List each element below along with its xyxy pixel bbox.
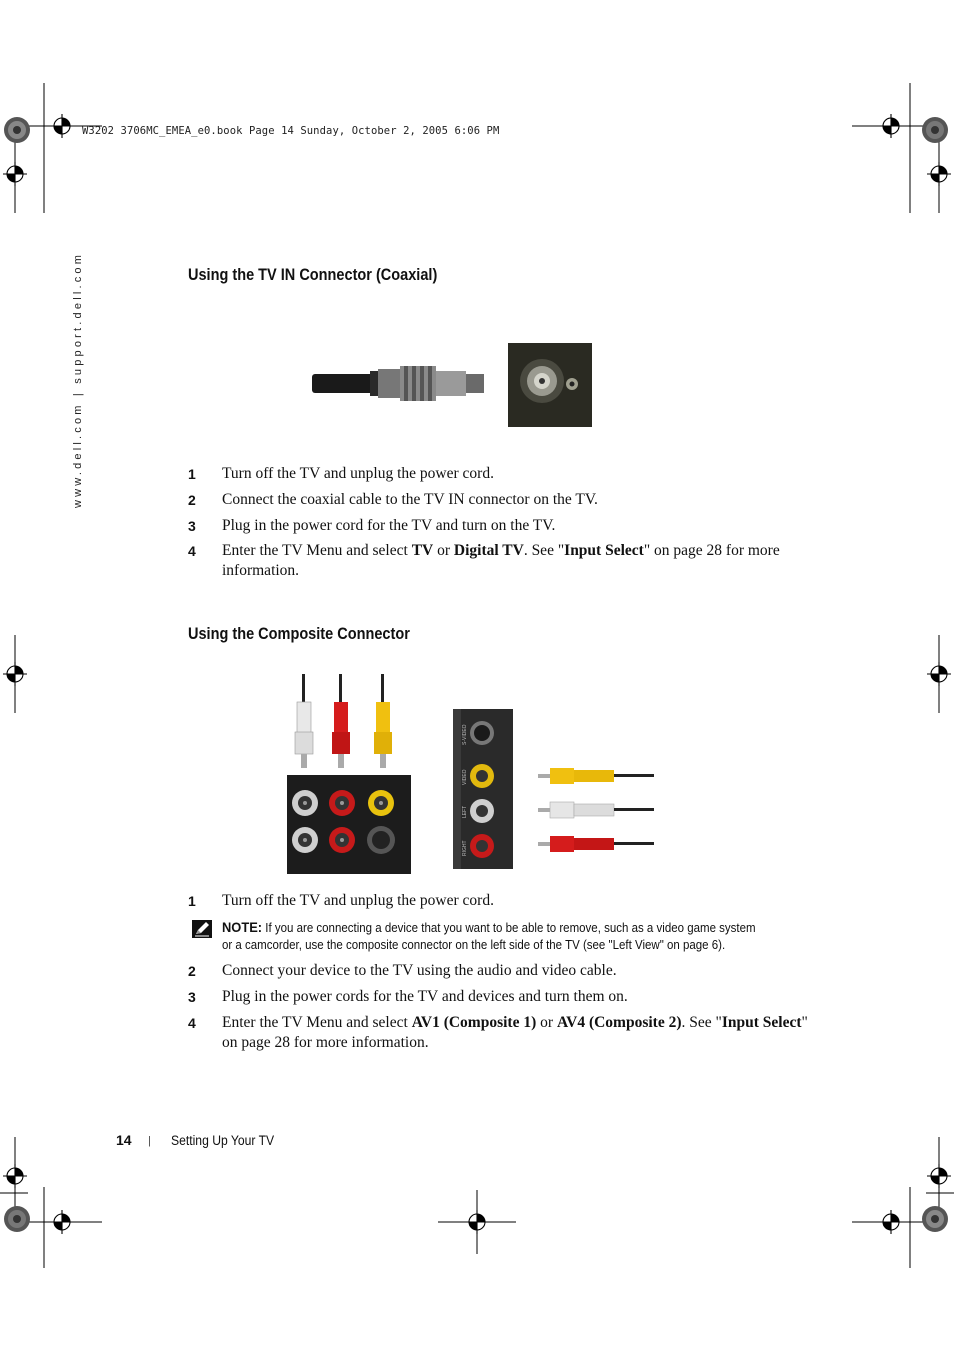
right-label: RIGHT [462, 840, 468, 856]
print-header: W3202 3706MC_EMEA_e0.book Page 14 Sunday, October 2, 2005 6:06 PM [82, 125, 500, 137]
footer-chapter-title: Setting Up Your TV [171, 1133, 275, 1148]
step-number: 4 [188, 543, 196, 559]
step-text: Turn off the TV and unplug the power cord. [222, 892, 494, 909]
note-text-line2: or a camcorder, use the composite connector on the left side of the TV (see "Left View" on page 6). [222, 938, 726, 952]
step-text: Turn off the TV and unplug the power cord. [222, 465, 494, 482]
step-number: 2 [188, 963, 196, 979]
section-title-coaxial: Using the TV IN Connector (Coaxial) [188, 266, 438, 284]
coaxial-cable-image [310, 340, 595, 430]
menu-option-digital-tv: Digital TV [453, 542, 524, 559]
step-number: 3 [188, 989, 196, 1005]
svideo-label: S-VIDEO [462, 724, 468, 745]
step-number: 4 [188, 1015, 196, 1031]
left-label: LEFT [462, 805, 468, 818]
step-number: 1 [188, 466, 196, 482]
step-text: Connect your device to the TV using the audio and video cable. [222, 962, 617, 979]
section-title-composite: Using the Composite Connector [188, 625, 410, 643]
step-number: 1 [188, 893, 196, 909]
step-number: 3 [188, 518, 196, 534]
step-text: Enter the TV Menu and select AV1 (Composite 1) or AV4 (Composite 2). See "Input Select" on page 28 for more information. [222, 1014, 808, 1051]
note-text-line1: If you are connecting a device that you want to be able to remove, such as a video game system [262, 921, 756, 935]
menu-option-av4: AV4 (Composite 2) [556, 1014, 682, 1031]
step-number: 2 [188, 492, 196, 508]
step-text: Plug in the power cords for the TV and devices and turn them on. [222, 988, 628, 1005]
footer-separator: | [148, 1135, 151, 1147]
page-number: 14 [116, 1132, 132, 1148]
step-text: Connect the coaxial cable to the TV IN connector on the TV. [222, 491, 598, 508]
step-text: Enter the TV Menu and select TV or Digital TV. See "Input Select" on page 28 for more information. [222, 542, 780, 579]
note-label: NOTE: [222, 919, 263, 935]
composite-connector-image [285, 672, 660, 877]
step-text: Plug in the power cord for the TV and turn on the TV. [222, 517, 556, 534]
note-pencil-icon [192, 920, 212, 938]
input-select-ref: Input Select [721, 1014, 802, 1031]
side-url: www.dell.com | support.dell.com [72, 251, 84, 508]
video-label: VIDEO [462, 769, 468, 785]
menu-option-tv: TV [411, 542, 434, 559]
input-select-ref: Input Select [564, 542, 644, 559]
menu-option-av1: AV1 (Composite 1) [411, 1014, 537, 1031]
